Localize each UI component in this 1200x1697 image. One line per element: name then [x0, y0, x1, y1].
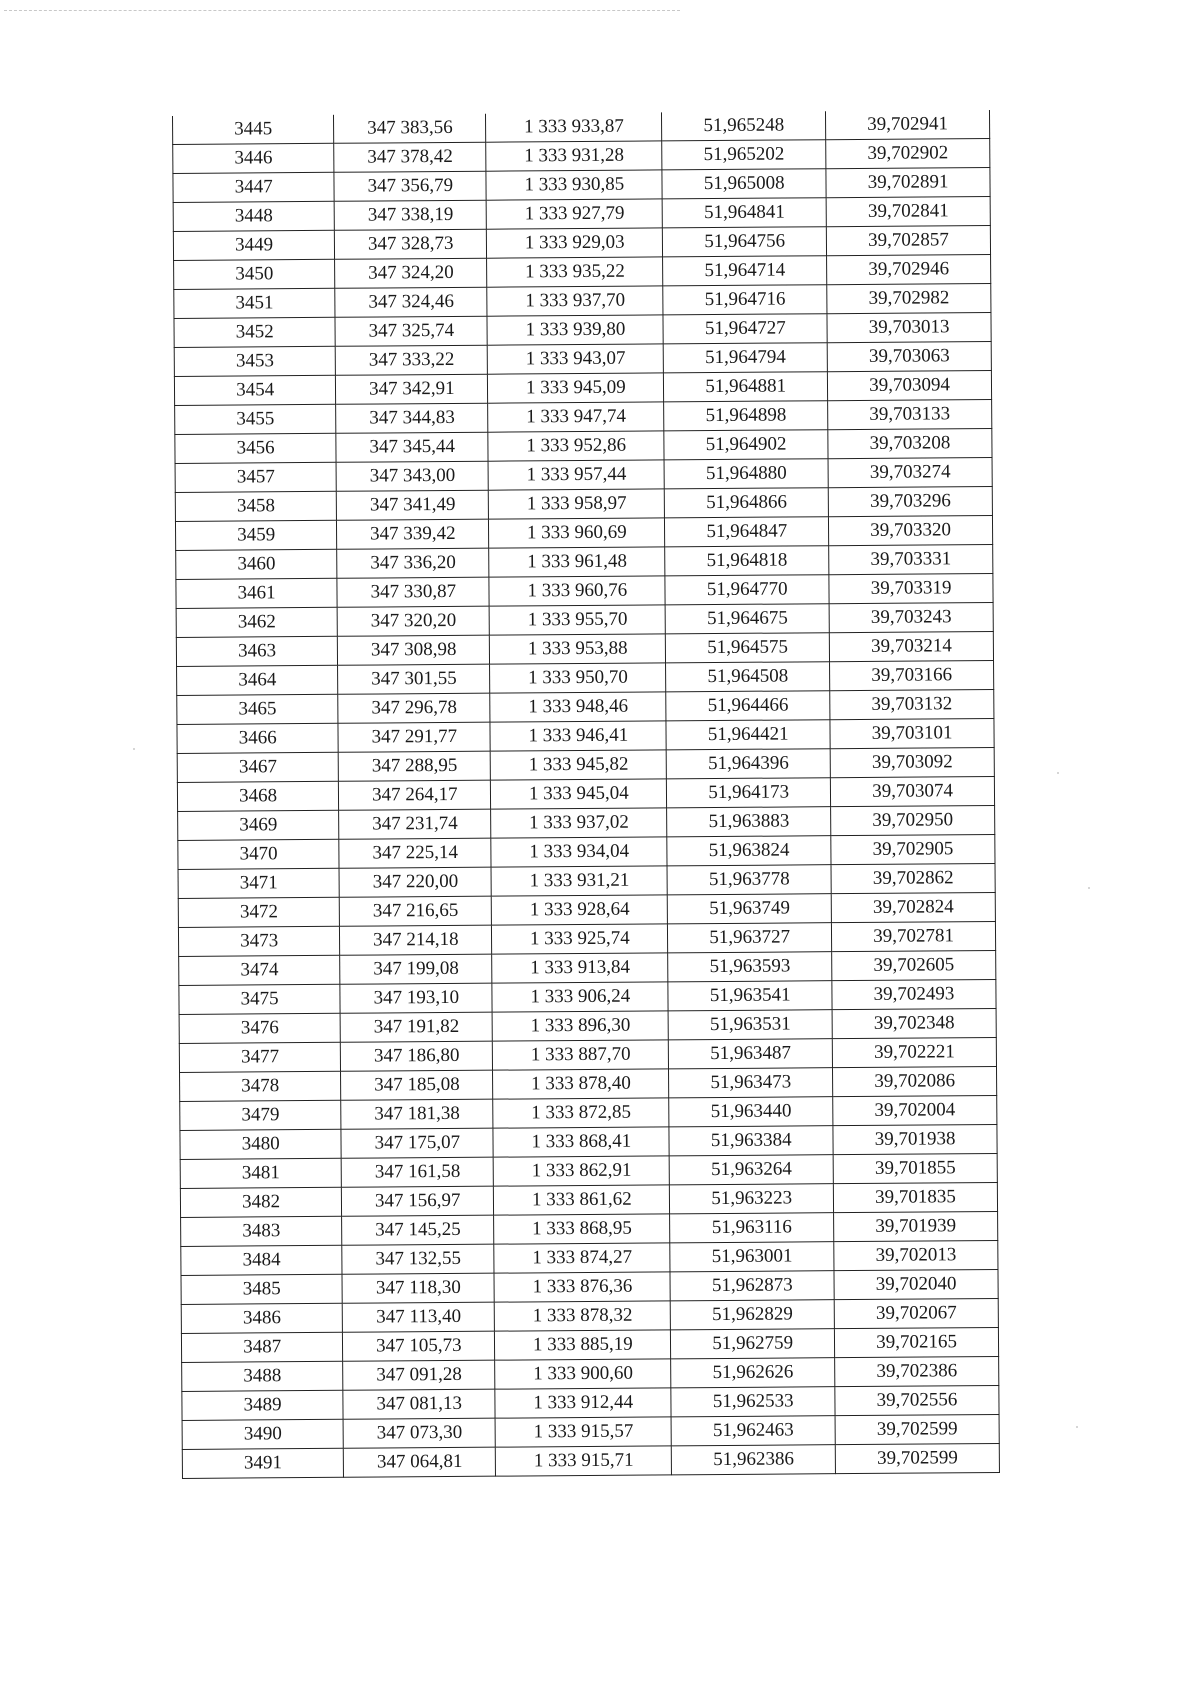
x-coordinate-cell: 347 344,83: [336, 403, 488, 433]
longitude-cell: 39,703133: [828, 399, 992, 429]
point-number-cell: 3445: [172, 115, 333, 145]
y-coordinate-cell: 1 333 861,62: [494, 1185, 670, 1215]
latitude-cell: 51,962533: [671, 1387, 835, 1417]
y-coordinate-cell: 1 333 876,36: [494, 1272, 670, 1302]
latitude-cell: 51,964396: [666, 749, 830, 779]
y-coordinate-cell: 1 333 955,70: [489, 605, 665, 635]
longitude-cell: 39,702040: [834, 1269, 998, 1299]
y-coordinate-cell: 1 333 937,70: [487, 286, 663, 316]
longitude-cell: 39,703320: [829, 515, 993, 545]
longitude-cell: 39,703319: [829, 573, 993, 603]
longitude-cell: 39,702905: [831, 834, 995, 864]
y-coordinate-cell: 1 333 943,07: [488, 344, 664, 374]
latitude-cell: 51,963824: [667, 836, 831, 866]
latitude-cell: 51,963384: [669, 1126, 833, 1156]
point-number-cell: 3466: [177, 723, 338, 753]
y-coordinate-cell: 1 333 868,95: [494, 1214, 670, 1244]
x-coordinate-cell: 347 220,00: [339, 867, 491, 897]
latitude-cell: 51,962759: [671, 1329, 835, 1359]
x-coordinate-cell: 347 132,55: [342, 1244, 494, 1274]
latitude-cell: 51,962873: [670, 1271, 834, 1301]
y-coordinate-cell: 1 333 872,85: [493, 1098, 669, 1128]
longitude-cell: 39,702891: [826, 168, 990, 198]
longitude-cell: 39,703092: [830, 747, 994, 777]
y-coordinate-cell: 1 333 934,04: [491, 837, 667, 867]
x-coordinate-cell: 347 156,97: [342, 1186, 494, 1216]
latitude-cell: 51,964866: [665, 488, 829, 518]
point-number-cell: 3455: [175, 404, 336, 434]
point-number-cell: 3485: [181, 1274, 342, 1304]
latitude-cell: 51,963593: [668, 952, 832, 982]
longitude-cell: 39,702221: [832, 1037, 996, 1067]
longitude-cell: 39,702946: [827, 255, 991, 285]
x-coordinate-cell: 347 145,25: [342, 1215, 494, 1245]
x-coordinate-cell: 347 343,00: [336, 461, 488, 491]
latitude-cell: 51,963883: [667, 807, 831, 837]
longitude-cell: 39,703166: [830, 660, 994, 690]
y-coordinate-cell: 1 333 953,88: [490, 634, 666, 664]
point-number-cell: 3474: [179, 955, 340, 985]
longitude-cell: 39,703243: [829, 602, 993, 632]
latitude-cell: 51,962386: [672, 1445, 836, 1475]
longitude-cell: 39,703101: [830, 718, 994, 748]
x-coordinate-cell: 347 113,40: [342, 1302, 494, 1332]
y-coordinate-cell: 1 333 948,46: [490, 692, 666, 722]
x-coordinate-cell: 347 328,73: [335, 229, 487, 259]
latitude-cell: 51,963473: [669, 1068, 833, 1098]
scan-speck: [1057, 772, 1059, 774]
y-coordinate-cell: 1 333 885,19: [495, 1330, 671, 1360]
latitude-cell: 51,964727: [663, 314, 827, 344]
point-number-cell: 3484: [181, 1245, 342, 1275]
y-coordinate-cell: 1 333 960,76: [489, 576, 665, 606]
latitude-cell: 51,962463: [671, 1416, 835, 1446]
y-coordinate-cell: 1 333 950,70: [490, 663, 666, 693]
longitude-cell: 39,702067: [834, 1298, 998, 1328]
y-coordinate-cell: 1 333 931,28: [486, 141, 662, 171]
x-coordinate-cell: 347 301,55: [338, 664, 490, 694]
x-coordinate-cell: 347 199,08: [340, 954, 492, 984]
latitude-cell: 51,965202: [662, 140, 826, 170]
longitude-cell: 39,701855: [833, 1153, 997, 1183]
longitude-cell: 39,702599: [835, 1443, 999, 1473]
latitude-cell: 51,964575: [666, 633, 830, 663]
point-number-cell: 3453: [174, 346, 335, 376]
x-coordinate-cell: 347 296,78: [338, 693, 490, 723]
longitude-cell: 39,702599: [835, 1414, 999, 1444]
x-coordinate-cell: 347 225,14: [339, 838, 491, 868]
x-coordinate-cell: 347 324,20: [335, 258, 487, 288]
y-coordinate-cell: 1 333 946,41: [490, 721, 666, 751]
longitude-cell: 39,702493: [832, 979, 996, 1009]
x-coordinate-cell: 347 118,30: [342, 1273, 494, 1303]
x-coordinate-cell: 347 073,30: [343, 1418, 495, 1448]
latitude-cell: 51,964421: [666, 720, 830, 750]
latitude-cell: 51,963778: [667, 865, 831, 895]
point-number-cell: 3481: [180, 1158, 341, 1188]
longitude-cell: 39,703274: [828, 457, 992, 487]
y-coordinate-cell: 1 333 930,85: [486, 170, 662, 200]
point-number-cell: 3457: [175, 462, 336, 492]
longitude-cell: 39,702004: [833, 1095, 997, 1125]
x-coordinate-cell: 347 081,13: [343, 1389, 495, 1419]
point-number-cell: 3454: [174, 375, 335, 405]
y-coordinate-cell: 1 333 958,97: [489, 489, 665, 519]
latitude-cell: 51,964818: [665, 546, 829, 576]
y-coordinate-cell: 1 333 961,48: [489, 547, 665, 577]
x-coordinate-cell: 347 320,20: [337, 606, 489, 636]
y-coordinate-cell: 1 333 933,87: [486, 112, 662, 142]
y-coordinate-cell: 1 333 900,60: [495, 1359, 671, 1389]
point-number-cell: 3480: [180, 1129, 341, 1159]
point-number-cell: 3487: [181, 1332, 342, 1362]
y-coordinate-cell: 1 333 912,44: [495, 1388, 671, 1418]
y-coordinate-cell: 1 333 915,71: [496, 1446, 672, 1476]
coordinates-table: [172, 110, 1000, 1479]
longitude-cell: 39,703296: [828, 486, 992, 516]
latitude-cell: 51,962626: [671, 1358, 835, 1388]
y-coordinate-cell: 1 333 887,70: [493, 1040, 669, 1070]
point-number-cell: 3459: [175, 520, 336, 550]
latitude-cell: 51,963727: [668, 923, 832, 953]
latitude-cell: 51,964508: [666, 662, 830, 692]
x-coordinate-cell: 347 191,82: [340, 1012, 492, 1042]
y-coordinate-cell: 1 333 929,03: [487, 228, 663, 258]
longitude-cell: 39,702013: [834, 1240, 998, 1270]
x-coordinate-cell: 347 181,38: [341, 1099, 493, 1129]
y-coordinate-cell: 1 333 896,30: [492, 1011, 668, 1041]
point-number-cell: 3482: [180, 1187, 341, 1217]
y-coordinate-cell: 1 333 935,22: [487, 257, 663, 287]
point-number-cell: 3464: [177, 665, 338, 695]
point-number-cell: 3467: [177, 752, 338, 782]
y-coordinate-cell: 1 333 925,74: [492, 924, 668, 954]
latitude-cell: 51,964173: [667, 778, 831, 808]
point-number-cell: 3450: [174, 259, 335, 289]
x-coordinate-cell: 347 288,95: [338, 751, 490, 781]
y-coordinate-cell: 1 333 945,82: [491, 750, 667, 780]
y-coordinate-cell: 1 333 928,64: [492, 895, 668, 925]
longitude-cell: 39,702950: [831, 805, 995, 835]
longitude-cell: 39,702386: [835, 1356, 999, 1386]
x-coordinate-cell: 347 175,07: [341, 1128, 493, 1158]
latitude-cell: 51,965008: [662, 169, 826, 199]
y-coordinate-cell: 1 333 906,24: [492, 982, 668, 1012]
scan-speck: [1088, 887, 1090, 889]
x-coordinate-cell: 347 345,44: [336, 432, 488, 462]
y-coordinate-cell: 1 333 945,04: [491, 779, 667, 809]
longitude-cell: 39,702165: [835, 1327, 999, 1357]
longitude-cell: 39,701835: [833, 1182, 997, 1212]
x-coordinate-cell: 347 356,79: [334, 171, 486, 201]
y-coordinate-cell: 1 333 862,91: [494, 1156, 670, 1186]
point-number-cell: 3451: [174, 288, 335, 318]
x-coordinate-cell: 347 338,19: [334, 200, 486, 230]
latitude-cell: 51,964675: [665, 604, 829, 634]
longitude-cell: 39,702857: [826, 226, 990, 256]
point-number-cell: 3456: [175, 433, 336, 463]
longitude-cell: 39,702605: [832, 950, 996, 980]
latitude-cell: 51,962829: [670, 1300, 834, 1330]
x-coordinate-cell: 347 091,28: [343, 1360, 495, 1390]
y-coordinate-cell: 1 333 927,79: [486, 199, 662, 229]
scan-artifact-line: [4, 10, 680, 11]
x-coordinate-cell: 347 378,42: [334, 142, 486, 172]
x-coordinate-cell: 347 186,80: [341, 1041, 493, 1071]
x-coordinate-cell: 347 105,73: [343, 1331, 495, 1361]
x-coordinate-cell: 347 308,98: [338, 635, 490, 665]
longitude-cell: 39,702902: [826, 139, 990, 169]
y-coordinate-cell: 1 333 913,84: [492, 953, 668, 983]
point-number-cell: 3491: [182, 1448, 343, 1478]
y-coordinate-cell: 1 333 945,09: [488, 373, 664, 403]
longitude-cell: 39,701939: [834, 1211, 998, 1241]
point-number-cell: 3477: [179, 1042, 340, 1072]
point-number-cell: 3471: [178, 868, 339, 898]
latitude-cell: 51,963001: [670, 1242, 834, 1272]
point-number-cell: 3490: [182, 1419, 343, 1449]
y-coordinate-cell: 1 333 952,86: [488, 431, 664, 461]
x-coordinate-cell: 347 324,46: [335, 287, 487, 317]
x-coordinate-cell: 347 193,10: [340, 983, 492, 1013]
y-coordinate-cell: 1 333 937,02: [491, 808, 667, 838]
longitude-cell: 39,702841: [826, 197, 990, 227]
x-coordinate-cell: 347 216,65: [340, 896, 492, 926]
y-coordinate-cell: 1 333 957,44: [488, 460, 664, 490]
longitude-cell: 39,703074: [831, 776, 995, 806]
point-number-cell: 3461: [176, 578, 337, 608]
latitude-cell: 51,964880: [664, 459, 828, 489]
y-coordinate-cell: 1 333 878,40: [493, 1069, 669, 1099]
longitude-cell: 39,702556: [835, 1385, 999, 1415]
point-number-cell: 3486: [181, 1303, 342, 1333]
longitude-cell: 39,703214: [829, 631, 993, 661]
latitude-cell: 51,964881: [664, 372, 828, 402]
x-coordinate-cell: 347 330,87: [337, 577, 489, 607]
point-number-cell: 3479: [180, 1100, 341, 1130]
latitude-cell: 51,963531: [668, 1010, 832, 1040]
y-coordinate-cell: 1 333 947,74: [488, 402, 664, 432]
coordinates-table-body: [172, 110, 999, 1478]
point-number-cell: 3465: [177, 694, 338, 724]
latitude-cell: 51,963487: [669, 1039, 833, 1069]
point-number-cell: 3489: [182, 1390, 343, 1420]
latitude-cell: 51,964841: [662, 198, 826, 228]
latitude-cell: 51,964716: [663, 285, 827, 315]
latitude-cell: 51,963541: [668, 981, 832, 1011]
longitude-cell: 39,703063: [827, 342, 991, 372]
latitude-cell: 51,963116: [670, 1213, 834, 1243]
latitude-cell: 51,964756: [663, 227, 827, 257]
latitude-cell: 51,964898: [664, 401, 828, 431]
latitude-cell: 51,963264: [669, 1155, 833, 1185]
longitude-cell: 39,702086: [833, 1066, 997, 1096]
point-number-cell: 3469: [178, 810, 339, 840]
x-coordinate-cell: 347 214,18: [340, 925, 492, 955]
point-number-cell: 3452: [174, 317, 335, 347]
x-coordinate-cell: 347 339,42: [337, 519, 489, 549]
longitude-cell: 39,702941: [826, 110, 990, 140]
latitude-cell: 51,964714: [663, 256, 827, 286]
point-number-cell: 3473: [178, 926, 339, 956]
point-number-cell: 3449: [173, 230, 334, 260]
point-number-cell: 3475: [179, 984, 340, 1014]
x-coordinate-cell: 347 161,58: [341, 1157, 493, 1187]
longitude-cell: 39,701938: [833, 1124, 997, 1154]
latitude-cell: 51,963223: [670, 1184, 834, 1214]
longitude-cell: 39,703132: [830, 689, 994, 719]
point-number-cell: 3483: [181, 1216, 342, 1246]
longitude-cell: 39,702824: [831, 892, 995, 922]
x-coordinate-cell: 347 333,22: [335, 345, 487, 375]
point-number-cell: 3463: [176, 636, 337, 666]
x-coordinate-cell: 347 342,91: [336, 374, 488, 404]
y-coordinate-cell: 1 333 868,41: [493, 1127, 669, 1157]
point-number-cell: 3446: [173, 143, 334, 173]
x-coordinate-cell: 347 383,56: [334, 114, 486, 144]
point-number-cell: 3447: [173, 172, 334, 202]
table-row: [182, 1443, 999, 1478]
scan-speck: [1076, 1426, 1078, 1428]
x-coordinate-cell: 347 231,74: [339, 809, 491, 839]
longitude-cell: 39,703013: [827, 313, 991, 343]
longitude-cell: 39,703094: [828, 371, 992, 401]
x-coordinate-cell: 347 291,77: [338, 722, 490, 752]
point-number-cell: 3470: [178, 839, 339, 869]
longitude-cell: 39,702982: [827, 284, 991, 314]
point-number-cell: 3460: [176, 549, 337, 579]
latitude-cell: 51,964847: [665, 517, 829, 547]
x-coordinate-cell: 347 064,81: [344, 1447, 496, 1477]
latitude-cell: 51,964902: [664, 430, 828, 460]
y-coordinate-cell: 1 333 939,80: [487, 315, 663, 345]
y-coordinate-cell: 1 333 878,32: [495, 1301, 671, 1331]
point-number-cell: 3468: [177, 781, 338, 811]
scan-speck: [133, 748, 135, 750]
longitude-cell: 39,703208: [828, 428, 992, 458]
point-number-cell: 3448: [173, 201, 334, 231]
latitude-cell: 51,965248: [662, 111, 826, 141]
longitude-cell: 39,702862: [831, 863, 995, 893]
x-coordinate-cell: 347 336,20: [337, 548, 489, 578]
longitude-cell: 39,703331: [829, 544, 993, 574]
point-number-cell: 3472: [178, 897, 339, 927]
x-coordinate-cell: 347 325,74: [335, 316, 487, 346]
y-coordinate-cell: 1 333 874,27: [494, 1243, 670, 1273]
longitude-cell: 39,702781: [832, 921, 996, 951]
y-coordinate-cell: 1 333 915,57: [495, 1417, 671, 1447]
latitude-cell: 51,963440: [669, 1097, 833, 1127]
point-number-cell: 3462: [176, 607, 337, 637]
latitude-cell: 51,964466: [666, 691, 830, 721]
latitude-cell: 51,964794: [663, 343, 827, 373]
point-number-cell: 3488: [182, 1361, 343, 1391]
point-number-cell: 3458: [175, 491, 336, 521]
y-coordinate-cell: 1 333 931,21: [491, 866, 667, 896]
point-number-cell: 3476: [179, 1013, 340, 1043]
point-number-cell: 3478: [180, 1071, 341, 1101]
latitude-cell: 51,964770: [665, 575, 829, 605]
latitude-cell: 51,963749: [668, 894, 832, 924]
x-coordinate-cell: 347 185,08: [341, 1070, 493, 1100]
x-coordinate-cell: 347 264,17: [339, 780, 491, 810]
y-coordinate-cell: 1 333 960,69: [489, 518, 665, 548]
longitude-cell: 39,702348: [832, 1008, 996, 1038]
x-coordinate-cell: 347 341,49: [337, 490, 489, 520]
